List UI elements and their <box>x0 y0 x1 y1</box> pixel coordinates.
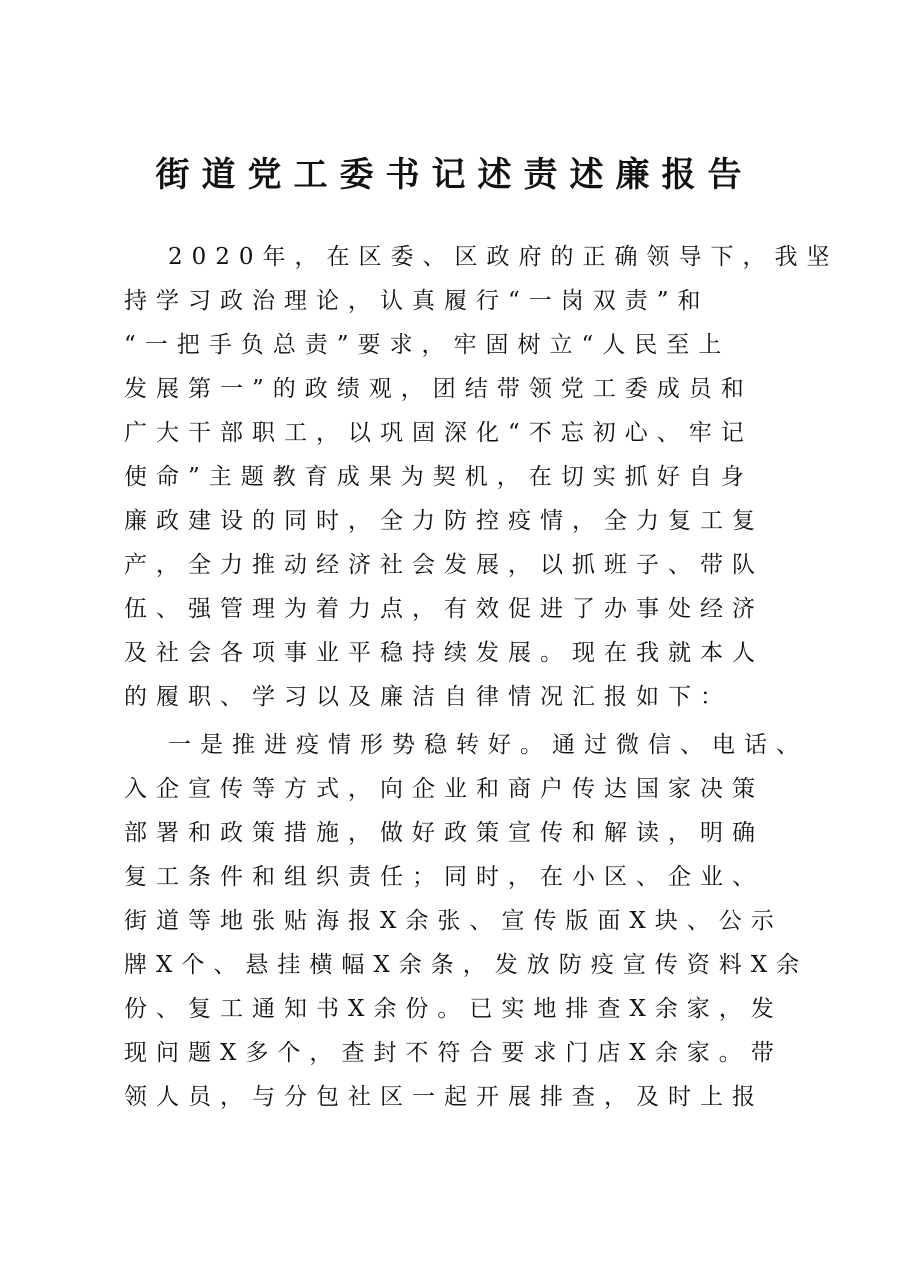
paragraph-line: 伍、强管理为着力点，有效促进了办事处经济 <box>124 596 764 622</box>
paragraph-line: 廉政建设的同时，全力防控疫情，全力复工复 <box>124 508 764 534</box>
paragraph-line: 使命”主题教育成果为契机，在切实抓好自身 <box>124 464 753 490</box>
paragraph-line: 牌X个、悬挂横幅X余条，发放防疫宣传资料X余 <box>124 952 809 978</box>
paragraph-line: 复工条件和组织责任；同时，在小区、企业、 <box>124 864 764 890</box>
paragraph-line: 广大干部职工，以巩固深化“不忘初心、牢记 <box>124 420 753 446</box>
paragraph-line: 部署和政策措施，做好政策宣传和解读，明确 <box>124 820 764 846</box>
paragraph-line: 一是推进疫情形势稳转好。通过微信、电话、 <box>168 732 808 758</box>
paragraph-line: 入企宣传等方式，向企业和商户传达国家决策 <box>124 776 764 802</box>
paragraph-line: 街道等地张贴海报X余张、宣传版面X块、公示 <box>124 908 783 934</box>
paragraph-line: 及社会各项事业平稳持续发展。现在我就本人 <box>124 640 764 666</box>
paragraph-line: 持学习政治理论，认真履行“一岗双责”和 <box>124 288 710 314</box>
paragraph-line: 现问题X多个，查封不符合要求门店X余家。带 <box>124 1040 783 1066</box>
paragraph-line: 的履职、学习以及廉洁自律情况汇报如下： <box>124 684 732 710</box>
paragraph-line: 产，全力推动经济社会发展，以抓班子、带队 <box>124 552 764 578</box>
paragraph-line: “一把手负总责”要求，牢固树立“人民至上 <box>124 332 731 358</box>
document-title: 街道党工委书记述责述廉报告 <box>155 155 754 195</box>
paragraph-line: 2020年，在区委、区政府的正确领导下，我坚 <box>168 244 839 270</box>
paragraph-line: 发展第一”的政绩观，团结带领党工委成员和 <box>124 376 753 402</box>
paragraph-line: 份、复工通知书X余份。已实地排查X余家，发 <box>124 996 783 1022</box>
paragraph-line: 领人员，与分包社区一起开展排查，及时上报 <box>124 1084 764 1110</box>
